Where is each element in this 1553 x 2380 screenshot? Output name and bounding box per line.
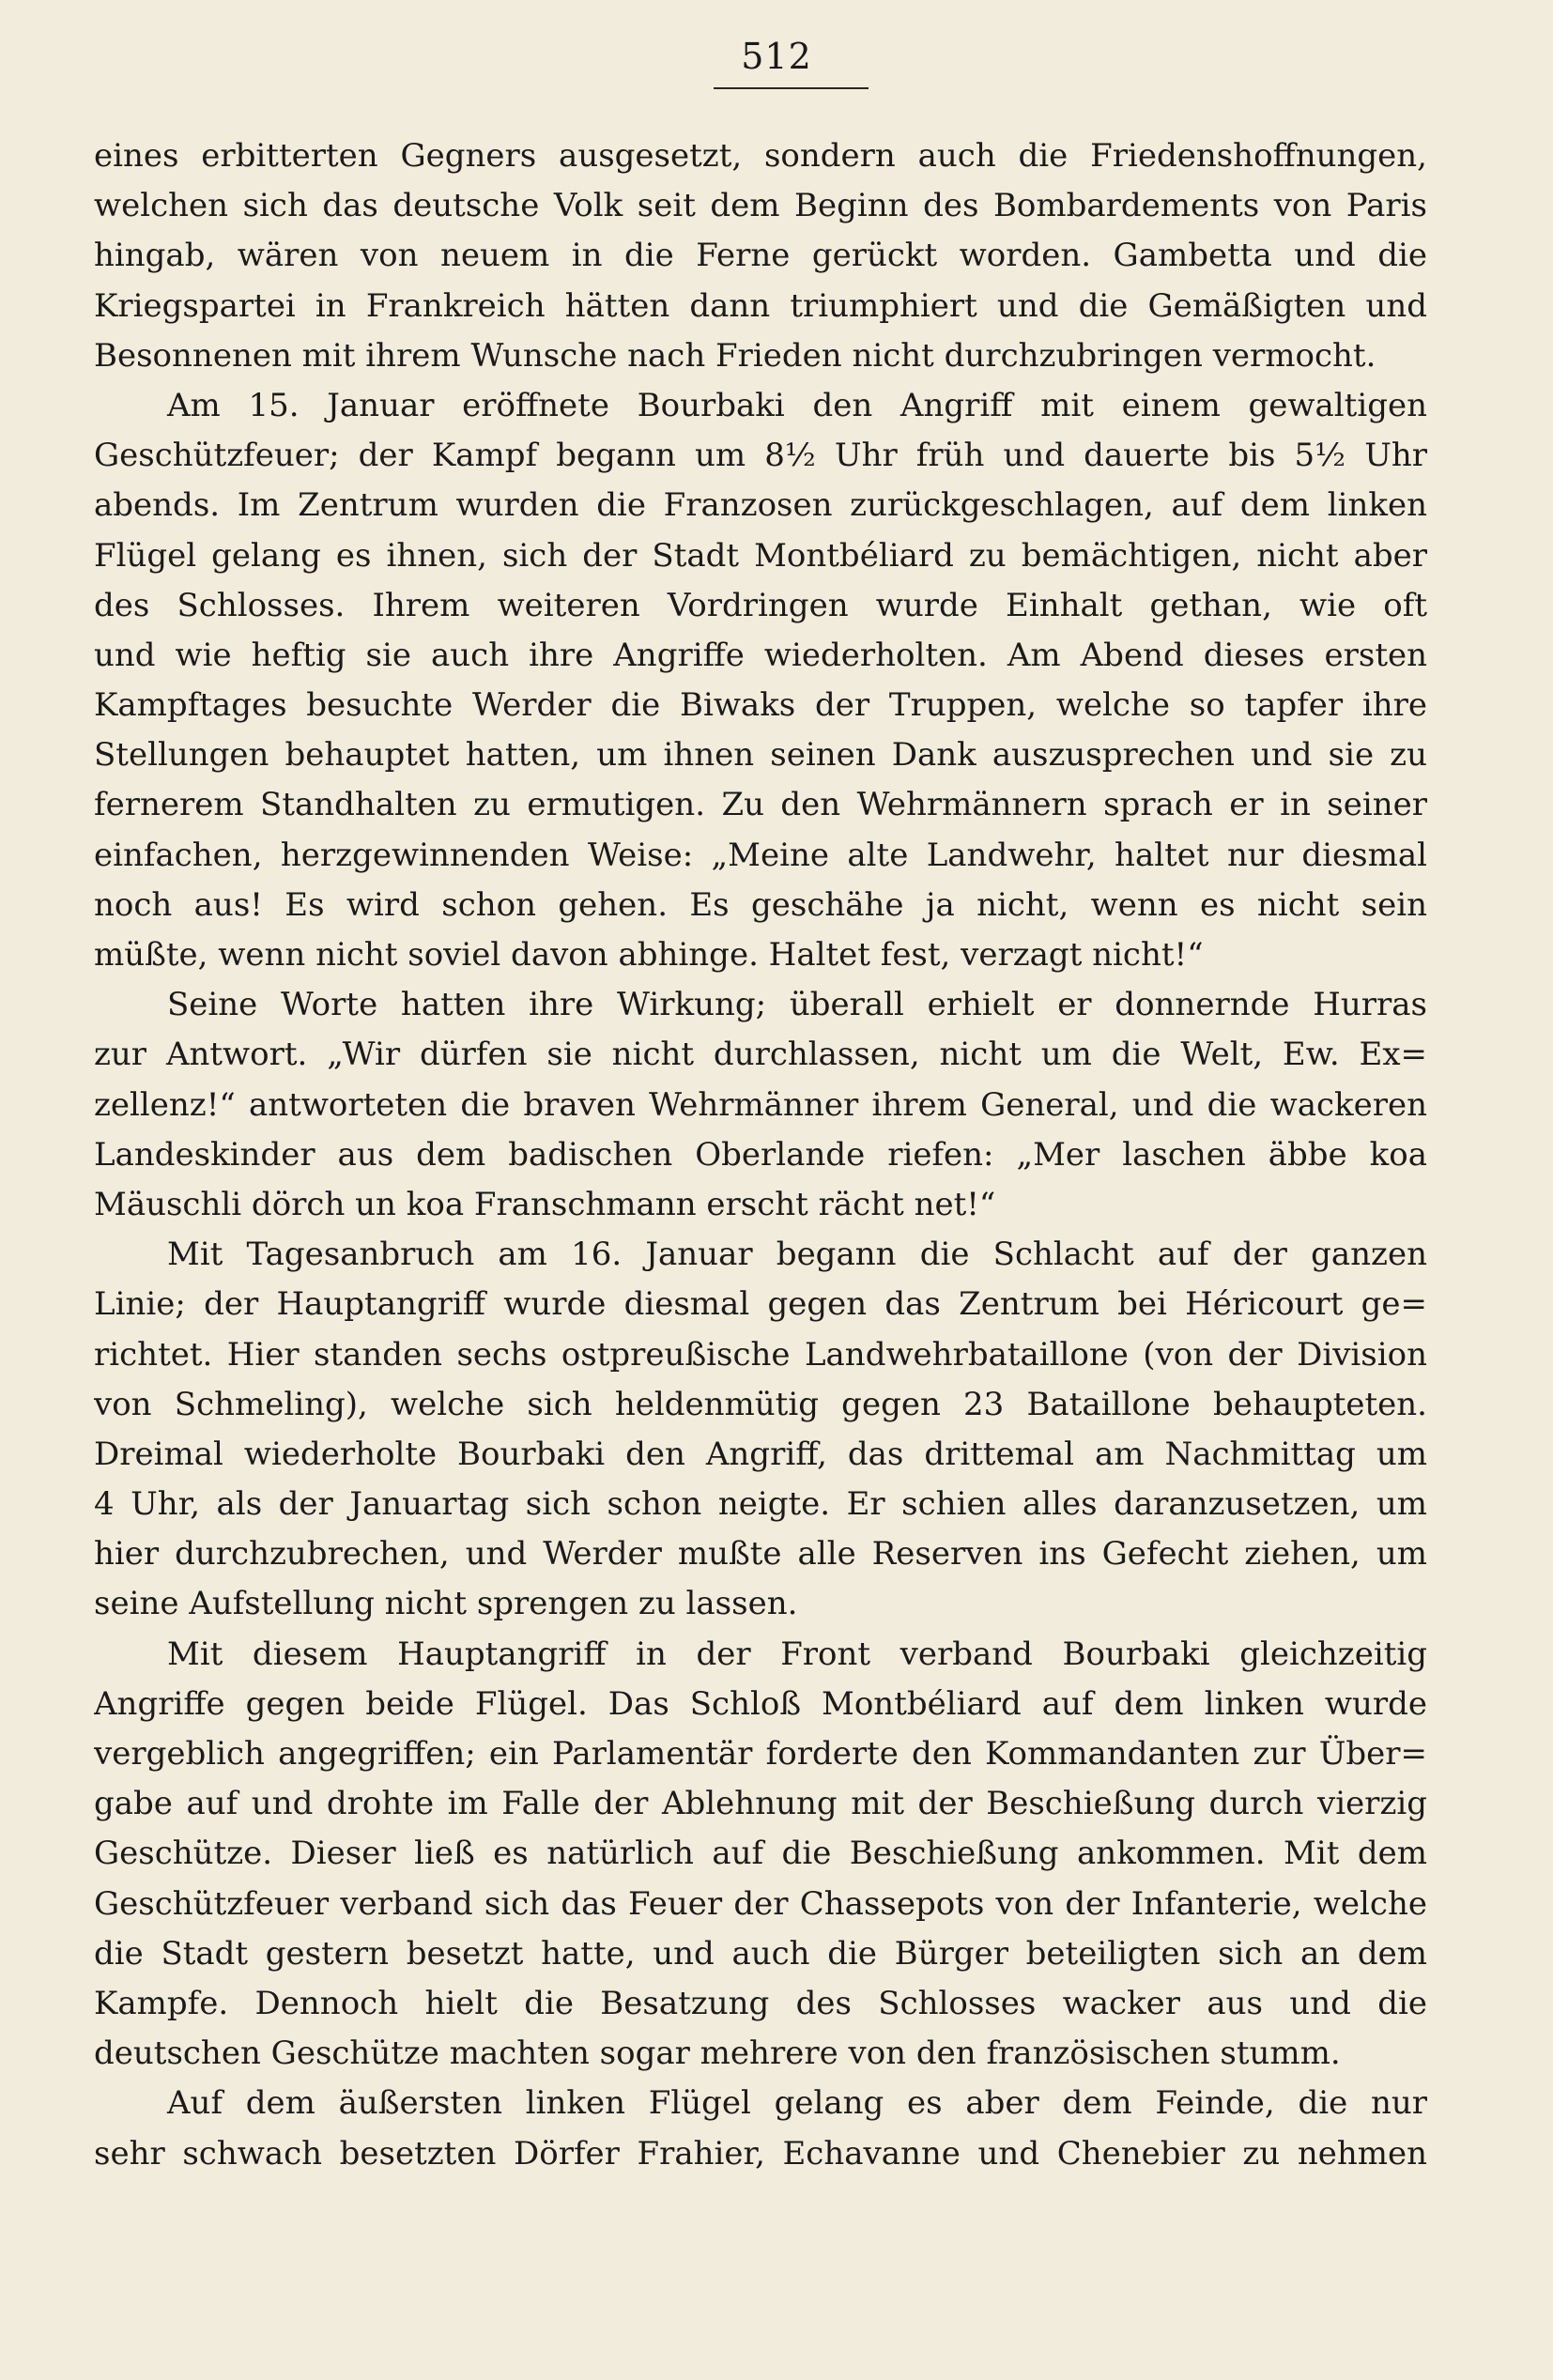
text-line: Landeskinder aus dem badischen Oberlande riefen: „Mer laschen äbbe koa (94, 1135, 1427, 1174)
page-number: 512 (741, 36, 812, 77)
paragraph (94, 2079, 1427, 2178)
text-line: fernerem Standhalten zu ermutigen. Zu den Wehrmännern sprach er in seiner (94, 786, 1427, 824)
text-line: Mit diesem Hauptangriff in der Front verband Bourbaki gleichzeitig (167, 1635, 1427, 1673)
text-line: Geschützfeuer verband sich das Feuer der Chassepots von der Infanterie, welche (94, 1884, 1427, 1923)
text-line: Kampfe. Dennoch hielt die Besatzung des Schlosses wacker aus und die (94, 1984, 1427, 2022)
text-line: hier durchzubrechen, und Werder mußte alle Reserven ins Gefecht ziehen, um (94, 1535, 1427, 1574)
text-line: richtet. Hier standen sechs ostpreußische Landwehrbataillone (von der Division (94, 1335, 1427, 1374)
text-line: von Schmeling), welche sich heldenmütig gegen 23 Bataillone behaupteten. (94, 1385, 1427, 1423)
text-line: Kriegspartei in Frankreich hätten dann triumphiert und die Gemäßigten und (94, 286, 1427, 325)
text-line: hingab, wären von neuem in die Ferne gerückt worden. Gambetta und die (94, 237, 1427, 275)
paragraph (94, 381, 1427, 980)
text-line: Dreimal wiederholte Bourbaki den Angriff, das drittemal am Nachmittag um (94, 1435, 1427, 1473)
text-line: zellenz!“ antworteten die braven Wehrmänner ihrem General, und die wackeren (94, 1085, 1427, 1124)
text-line: welchen sich das deutsche Volk seit dem Beginn des Bombardements von Paris (94, 187, 1427, 225)
text-line: des Schlosses. Ihrem weiteren Vordringen wurde Einhalt gethan, wie oft (94, 586, 1427, 624)
text-line: Flügel gelang es ihnen, sich der Stadt Montbéliard zu bemächtigen, nicht aber (94, 536, 1427, 575)
text-line: eines erbitterten Gegners ausgesetzt, sondern auch die Friedenshoffnungen, (94, 137, 1427, 175)
text-line: zur Antwort. „Wir dürfen sie nicht durchlassen, nicht um die Welt, Ew. Ex= (94, 1036, 1427, 1074)
text-line: Mit Tagesanbruch am 16. Januar begann die Schlacht auf der ganzen (167, 1236, 1427, 1274)
text-line: Stellungen behauptet hatten, um ihnen seinen Dank auszusprechen und sie zu (94, 736, 1427, 775)
text-line: Linie; der Hauptangriff wurde diesmal gegen das Zentrum bei Héricourt ge= (94, 1285, 1427, 1324)
text-line: 4 Uhr, als der Januartag sich schon neigte. Er schien alles daranzusetzen, um (94, 1485, 1427, 1524)
text-line: Mäuschli dörch un koa Franschmann erscht rächt net!“ (94, 1185, 996, 1223)
header-rule (714, 87, 869, 89)
body-text (94, 131, 1427, 2179)
paragraph (94, 131, 1427, 381)
text-line: Geschütze. Dieser ließ es natürlich auf die Beschießung ankommen. Mit dem (94, 1835, 1427, 1873)
text-line: Seine Worte hatten ihre Wirkung; überall erhielt er donnernde Hurras (167, 986, 1427, 1024)
text-line: noch aus! Es wird schon gehen. Es geschähe ja nicht, wenn es nicht sein (94, 885, 1427, 924)
text-line: abends. Im Zentrum wurden die Franzosen zurückgeschlagen, auf dem linken (94, 486, 1427, 525)
text-line: gabe auf und drohte im Falle der Ablehnung mit der Beschießung durch vierzig (94, 1785, 1427, 1823)
text-line: müßte, wenn nicht soviel davon abhinge. Haltet fest, verzagt nicht!“ (94, 936, 1204, 974)
text-line: seine Aufstellung nicht sprengen zu lassen. (94, 1585, 798, 1623)
text-line: vergeblich angegriffen; ein Parlamentär forderte den Kommandanten zur Über= (94, 1735, 1427, 1773)
text-line: Kampftages besuchte Werder die Biwaks der Truppen, welche so tapfer ihre (94, 686, 1427, 725)
paragraph (94, 1230, 1427, 1630)
text-line: Besonnenen mit ihrem Wunsche nach Frieden nicht durchzubringen vermocht. (94, 336, 1376, 375)
paragraph (94, 980, 1427, 1230)
text-line: und wie heftig sie auch ihre Angriffe wiederholten. Am Abend dieses ersten (94, 636, 1427, 674)
text-line: einfachen, herzgewinnenden Weise: „Meine alte Landwehr, haltet nur diesmal (94, 836, 1427, 874)
text-line: Geschützfeuer; der Kampf begann um 8½ Uhr früh und dauerte bis 5½ Uhr (94, 437, 1427, 475)
text-line: deutschen Geschütze machten sogar mehrere von den französischen stumm. (94, 2035, 1341, 2073)
paragraph (94, 1630, 1427, 2080)
text-line: Angriffe gegen beide Flügel. Das Schloß Montbéliard auf dem linken wurde (94, 1684, 1427, 1723)
text-line: die Stadt gestern besetzt hatte, und auch die Bürger beteiligten sich an dem (94, 1934, 1427, 1973)
text-line: sehr schwach besetzten Dörfer Frahier, Echavanne und Chenebier zu nehmen (94, 2134, 1427, 2173)
text-line: Am 15. Januar eröffnete Bourbaki den Angriff mit einem gewaltigen (167, 386, 1427, 424)
text-line: Auf dem äußersten linken Flügel gelang es aber dem Feinde, die nur (167, 2084, 1427, 2123)
